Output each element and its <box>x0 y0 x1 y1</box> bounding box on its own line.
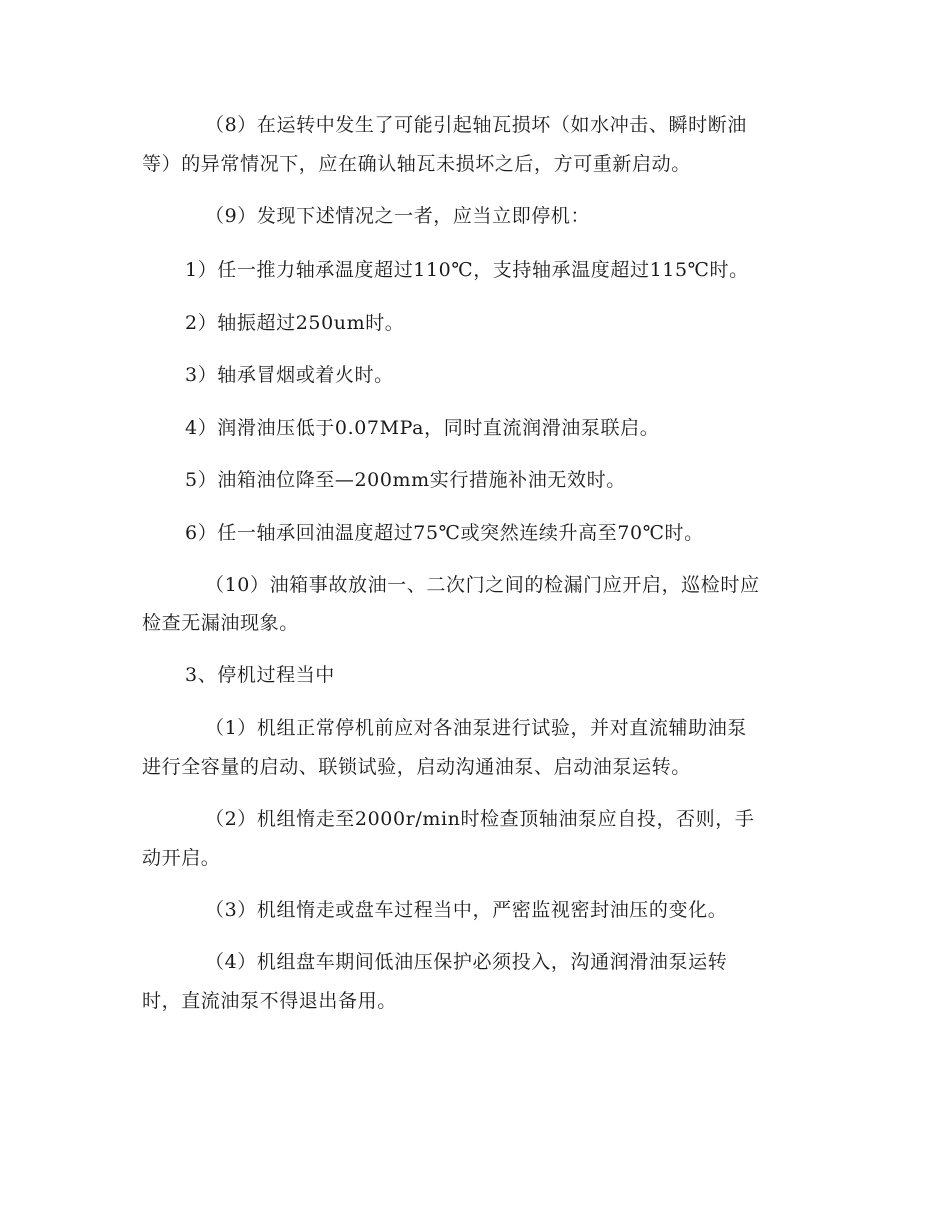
paragraph-4-line-2: 时，直流油泵不得退出备用。 <box>142 990 397 1012</box>
list-item-2: 2）轴振超过250um时。 <box>185 312 405 334</box>
list-item-4: 4）润滑油压低于0.07MPa，同时直流润滑油泵联启。 <box>185 417 660 439</box>
list-item-6: 6）任一轴承回油温度超过75℃或突然连续升高至70℃时。 <box>185 522 704 544</box>
paragraph-2-line-2: 动开启。 <box>142 847 221 869</box>
paragraph-9-heading: （9）发现下述情况之一者，应当立即停机： <box>205 205 591 227</box>
paragraph-2-line-1: （2）机组惰走至2000r/min时检查顶轴油泵应自投，否则，手 <box>205 808 755 830</box>
paragraph-10-line-2: 检查无漏油现象。 <box>142 612 299 634</box>
paragraph-3: （3）机组惰走或盘车过程当中，严密监视密封油压的变化。 <box>205 899 728 921</box>
list-item-1: 1）任一推力轴承温度超过110℃，支持轴承温度超过115℃时。 <box>185 259 749 281</box>
list-item-5: 5）油箱油位降至—200mm实行措施补油无效时。 <box>185 469 626 491</box>
section-heading: 3、停机过程当中 <box>185 664 335 686</box>
paragraph-1-line-1: （1）机组正常停机前应对各油泵进行试验，并对直流辅助油泵 <box>205 717 747 739</box>
paragraph-8-line-2: 等）的异常情况下，应在确认轴瓦未损坏之后，方可重新启动。 <box>142 153 691 175</box>
paragraph-8-line-1: （8）在运转中发生了可能引起轴瓦损坏（如水冲击、瞬时断油 <box>205 114 747 136</box>
paragraph-1-line-2: 进行全容量的启动、联锁试验，启动沟通油泵、启动油泵运转。 <box>142 756 691 778</box>
list-item-3: 3）轴承冒烟或着火时。 <box>185 364 394 386</box>
paragraph-10-line-1: （10）油箱事故放油一、二次门之间的检漏门应开启，巡检时应 <box>205 574 760 596</box>
paragraph-4-line-1: （4）机组盘车期间低油压保护必须投入，沟通润滑油泵运转 <box>205 951 728 973</box>
